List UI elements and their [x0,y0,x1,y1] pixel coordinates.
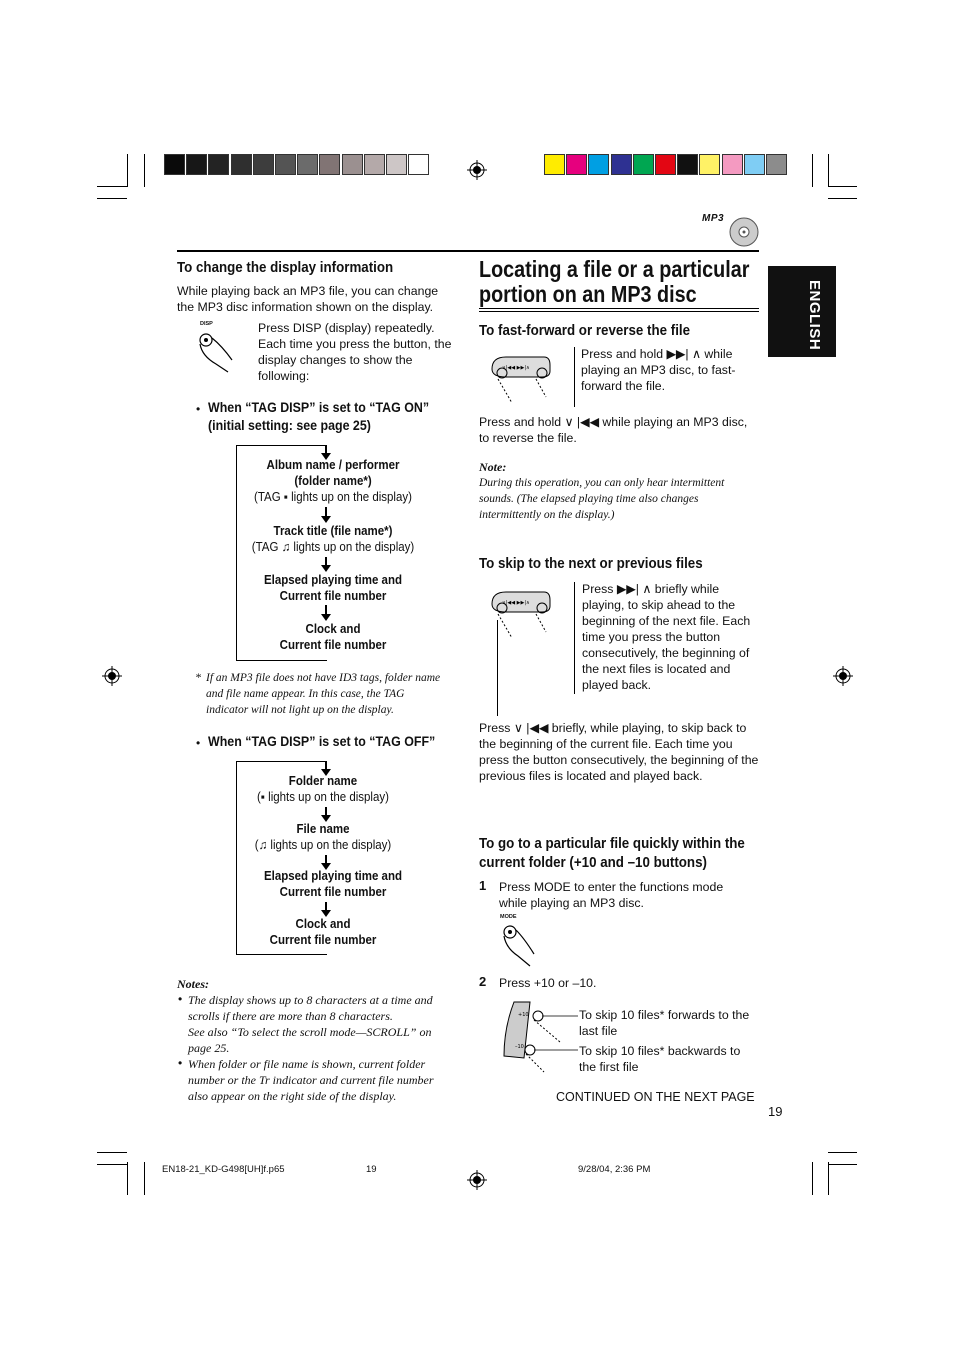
section-title-skip: To skip to the next or previous files [479,556,703,572]
notes-title: Notes: [177,977,209,991]
flow-album-name: Album name / performer [266,458,400,472]
flow-folder-name: (folder name*) [294,474,372,488]
color-swatch [566,154,587,175]
skip-forward-text: Press ▶▶| ∧ briefly while playing, to skip ahead to the beginning of the next file. Each time you press the button consecutively, the beginning of the next files is located and played back. [582,582,751,692]
section-title-display-info: To change the display information [177,260,394,276]
disp-button-label: DISP [200,321,213,327]
flow-off-file-lights: (♫ lights up on the display) [254,838,392,852]
color-swatch [633,154,654,175]
mp3-logo-text: MP3 [702,213,725,224]
gray-swatch [364,154,385,175]
color-swatch [699,154,720,175]
skip-back-text: Press ∨ |◀◀ briefly, while playing, to skip back to the beginning of the current file. Each time you press the button consecutively, the beginning of the previous files is located and played back. [479,721,759,783]
press-disp-text: Press DISP (display) repeatedly. Each time you press the button, the display changes to show the following: [258,321,452,383]
section-title-fast-forward: To fast-forward or reverse the file [479,323,691,339]
gray-swatch [186,154,207,175]
flow-off-file-name: File name [296,822,350,836]
svg-text:+10: +10 [518,1012,529,1018]
gray-swatch [164,154,185,175]
svg-text:–10: –10 [515,1044,524,1050]
footer-date: 9/28/04, 2:36 PM [578,1164,651,1175]
minus10-text: To skip 10 files* backwards to the first file [579,1044,741,1074]
color-swatch [588,154,609,175]
gray-swatch [408,154,429,175]
flow-elapsed-time: Elapsed playing time and [263,573,403,587]
registration-mark-bottom-icon [467,1170,487,1190]
color-swatch [655,154,676,175]
footnote-mark: * [195,670,201,684]
flow-off-clock: Clock and [295,917,351,931]
main-title-line1: Locating a file or a particular [479,256,750,282]
plus10-text: To skip 10 files* forwards to the last file [579,1008,750,1038]
divider-line [574,582,575,694]
flow-tag-folder-lights: (TAG ▪ lights up on the display) [254,490,412,504]
gray-swatch [253,154,274,175]
main-title-line2: portion on an MP3 disc [479,281,697,307]
plus-minus-10-buttons-icon [500,998,580,1074]
language-tab [768,266,836,357]
tag-on-heading-line2: (initial setting: see page 25) [208,418,371,433]
footnote-text: If an MP3 file does not have ID3 tags, folder name and file name appear. In this case, the TAG indicator will not light up on the display. [206,672,441,716]
bullet-icon: • [196,736,201,750]
gray-swatch [231,154,252,175]
gray-swatch [386,154,407,175]
section-title-goto-line1: To go to a particular file quickly within the [479,836,745,852]
registration-mark-top-icon [467,160,487,180]
flow-off-elapsed: Elapsed playing time and [263,869,403,883]
language-tab-label: ENGLISH [806,280,823,351]
bullet-icon: • [178,1056,183,1070]
registration-mark-right-icon [833,666,853,686]
color-swatch [722,154,743,175]
gray-swatch [208,154,229,175]
tag-on-heading-line1: When “TAG DISP” is set to “TAG ON” [208,400,430,415]
step-2-number: 2 [479,974,487,989]
continued-note: CONTINUED ON THE NEXT PAGE [556,1090,755,1104]
flow-clock-file-number: Current file number [279,638,387,652]
divider-line [497,620,498,716]
intro-text: While playing back an MP3 file, you can change the MP3 disc information shown on the display. [177,284,439,314]
gray-swatch [319,154,340,175]
color-swatch [744,154,765,175]
mp3-logo [702,208,724,226]
control-panel-ff-icon [484,347,574,407]
top-rule [177,250,759,252]
ff-text: Press and hold ▶▶| ∧ while playing an MP3 disc, to fast-forward the file. [581,347,736,393]
flow-tag-file-lights: (TAG ♫ lights up on the display) [251,540,415,554]
finger-press-mode-icon [500,922,540,968]
svg-text:∨|◀◀ ▶▶|∧: ∨|◀◀ ▶▶|∧ [502,365,530,371]
footer-file-page: 19 [366,1164,377,1175]
footer-filename: EN18-21_KD-G498[UH]f.p65 [162,1164,285,1175]
svg-text:∨|◀◀ ▶▶|∧: ∨|◀◀ ▶▶|∧ [502,600,530,606]
gray-swatch [297,154,318,175]
bullet-icon: • [196,402,201,416]
tag-off-heading: When “TAG DISP” is set to “TAG OFF” [208,734,436,749]
reverse-text: Press and hold ∨ |◀◀ while playing an MP3 disc, to reverse the file. [479,415,748,445]
bullet-icon: • [178,992,183,1006]
registration-mark-left-icon [102,666,122,686]
step-2-text: Press +10 or –10. [499,976,597,990]
title-rule [479,308,759,309]
note-title: Note: [479,460,507,474]
disc-icon [728,216,760,248]
color-swatch [677,154,698,175]
step-1-number: 1 [479,878,487,893]
finger-press-disp-icon [196,330,240,374]
flow-off-folder-lights: (▪ lights up on the display) [257,790,389,804]
color-swatch [544,154,565,175]
flow-current-file-number: Current file number [279,589,387,603]
flow-off-folder-name: Folder name [288,774,358,788]
flow-off-clock-file-number: Current file number [269,933,377,947]
note-text: During this operation, you can only hear intermittent sounds. (The elapsed playing time also changes intermittently on the display.) [479,477,725,521]
note-2: When folder or file name is shown, current folder number or the Tr indicator and current file number also appear on the right side of the display. [188,1057,434,1103]
gray-swatch [342,154,363,175]
gray-swatch [275,154,296,175]
flow-track-title: Track title (file name*) [273,524,393,538]
color-swatch [766,154,787,175]
title-rule [479,311,759,312]
page-number: 19 [768,1104,783,1119]
note-1b: See also “To select the scroll mode—SCROLL” on page 25. [188,1025,432,1055]
flow-off-file-number: Current file number [279,885,387,899]
flow-clock: Clock and [305,622,361,636]
color-swatch [611,154,632,175]
divider-line [574,347,575,407]
main-title [479,257,749,307]
mode-button-label: MODE [500,914,517,920]
step-1-text: Press MODE to enter the functions mode while playing an MP3 disc. [499,880,724,910]
section-title-goto-line2: current folder (+10 and –10 buttons) [479,855,707,871]
note-1: The display shows up to 8 characters at a time and scrolls if there are more than 8 characters. [188,993,433,1023]
